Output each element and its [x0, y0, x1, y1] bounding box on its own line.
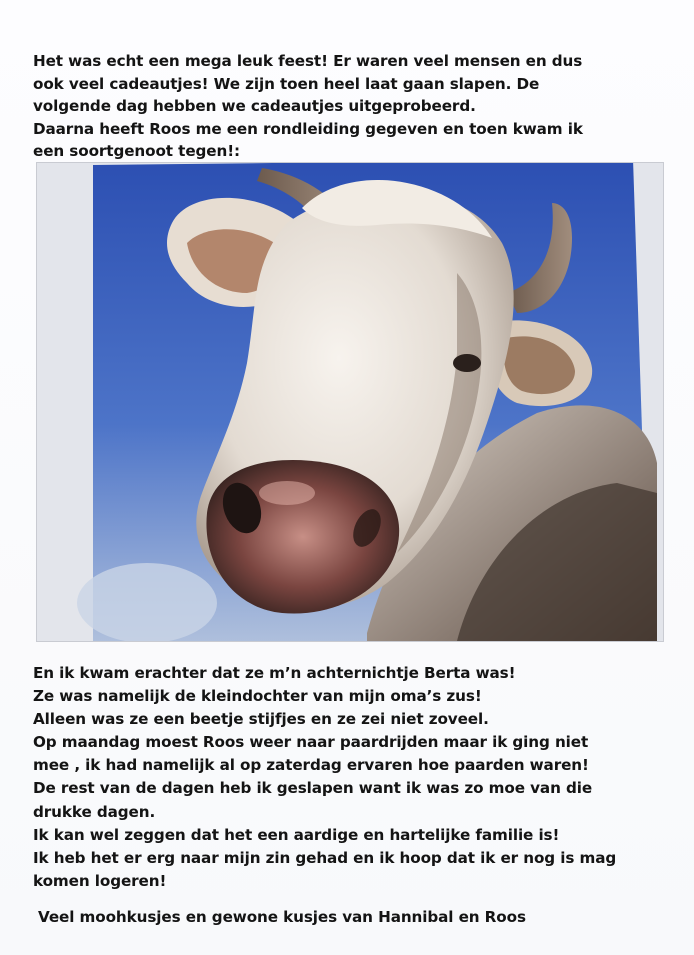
- story-line: mee , ik had namelijk al op zaterdag ervaren hoe paarden waren!: [33, 756, 589, 775]
- intro-paragraph: [33, 50, 583, 163]
- story-line: drukke dagen.: [33, 802, 156, 821]
- intro-line: volgende dag hebben we cadeautjes uitgeprobeerd.: [33, 97, 476, 116]
- story-line: En ik kwam erachter dat ze m’n achternichtje Berta was!: [33, 664, 516, 682]
- intro-line: Het was echt een mega leuk feest! Er waren veel mensen en dus: [33, 52, 583, 70]
- story-line: komen logeren!: [33, 871, 167, 890]
- intro-line: ook veel cadeautjes! We zijn toen heel laat gaan slapen. De: [33, 74, 540, 93]
- story-line: Ik heb het er erg naar mijn zin gehad en ik hoop dat ik er nog is mag: [33, 848, 617, 867]
- closing-line: Veel moohkusjes en gewone kusjes van Hannibal en Roos: [38, 908, 526, 926]
- cow-illustration: [37, 163, 663, 641]
- story-paragraph: [33, 662, 616, 893]
- story-line: Ze was namelijk de kleindochter van mijn oma’s zus!: [33, 687, 482, 706]
- intro-line: Daarna heeft Roos me een rondleiding gegeven en toen kwam ik: [33, 119, 583, 138]
- story-line: Alleen was ze een beetje stijfjes en ze zei niet zoveel.: [33, 710, 489, 729]
- story-line: Op maandag moest Roos weer naar paardrijden maar ik ging niet: [33, 733, 589, 752]
- intro-line: een soortgenoot tegen!:: [33, 142, 241, 161]
- story-line: De rest van de dagen heb ik geslapen want ik was zo moe van die: [33, 779, 593, 798]
- cow-photo: [36, 162, 664, 642]
- story-line: Ik kan wel zeggen dat het een aardige en hartelijke familie is!: [33, 825, 560, 844]
- closing-signature: [38, 906, 526, 929]
